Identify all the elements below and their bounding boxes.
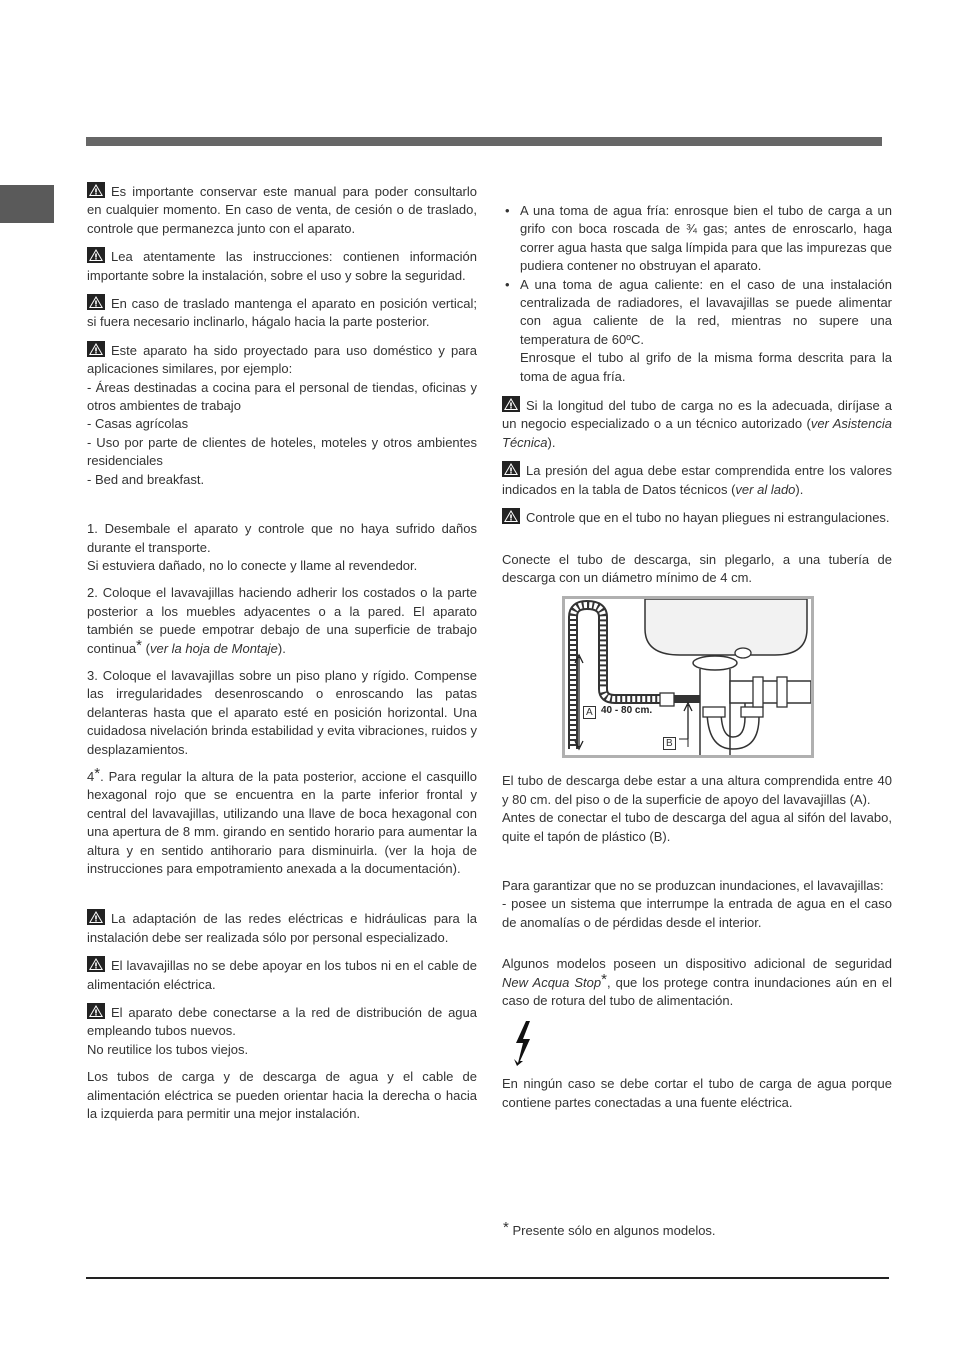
- link-technical-data[interactable]: ver al lado: [735, 481, 796, 497]
- use-item-farms: - Casas agrícolas: [87, 416, 189, 432]
- step-level: 3. Coloque el lavavajillas sobre un piso plano y rígido. Compense las irregularidades desenroscando o enroscando las patas delanteras hasta que el aparato esté en posición horizontal. Una cuidadosa nivelación brinda estabilidad y evita vibraciones, ruidos y desplazamientos.: [87, 667, 477, 757]
- language-tab: [0, 185, 54, 223]
- list-item-hot-water: • A una toma de agua caliente: en el caso de una instalación centralizada de radiadores, el lavavajillas se puede alimentar con agua caliente de la red, mientras no supere una temperatura de 60ºC. Enrosque el tubo al grifo de la misma forma descrita para la toma de agua fría.: [505, 276, 892, 384]
- step-position: 2. Coloque el lavavajillas haciendo adherir los costados o la parte posterior a los muebles adyacentes o a la pared. El aparato también se puede empotrar debajo de una superficie de trabajo continua* (ver la hoja de Montaje).: [87, 585, 477, 656]
- hose-cut-warning: En ningún caso se debe cortar el tubo de carga de agua porque contiene partes conectadas a una fuente eléctrica.: [502, 1076, 892, 1110]
- water-supply-list: [502, 202, 892, 386]
- warning-triangle-icon: [87, 182, 105, 198]
- footer-rule: [86, 1277, 889, 1279]
- step-rear-foot: 4*. Para regular la altura de la pata posterior, accione el casquillo hexagonal rojo que se encuentra en la parte inferior frontal y central del lavavajillas, utilizando una llave de boca hexagonal con una apertura de 8 mm. girando en sentido horario para aumentar la altura y en sentido antihorario para disminuirla. (ver la hoja de instrucciones para empotramiento anexada a la documentación).: [87, 764, 477, 876]
- warning-keep-manual: Es importante conservar este manual para poder consultarlo en cualquier momento. En caso de venta, de cesión o de traslado, controle que permanezca junto con el aparato.: [87, 184, 477, 236]
- drain-installation-diagram: [562, 596, 814, 758]
- figure-label-a: A: [583, 706, 596, 719]
- list-item-cold-water: • A una toma de agua fría: enrosque bien el tubo de carga a un grifo con boca roscada de ¾ gas; antes de enroscarlo, haga correr agua hasta que salga límpida para que las impurezas que pudiera contener no obstruyan el aparato.: [505, 203, 892, 274]
- drain-height: El tubo de descarga debe estar a una altura comprendida entre 40 y 80 cm. del piso o de la superficie de apoyo del lavavajillas (A). Antes de conectar el tubo de descarga del agua al sifón del lavabo, quite el tapón de plástico (B).: [502, 773, 892, 844]
- right-column: [502, 202, 892, 1121]
- warning-hose-length: Si la longitud del tubo de carga no es la adecuada, diríjase a un negocio especializado o a un técnico autorizado (ver Asistencia Técnica).: [502, 398, 892, 450]
- warning-transport: En caso de traslado mantenga el aparato en posición vertical; si fuera necesario inclinarlo, hágalo hacia la parte posterior.: [87, 296, 477, 330]
- warning-no-kinks: Controle que en el tubo no hayan pliegues ni estrangulaciones.: [502, 508, 892, 527]
- header-rule: [86, 137, 882, 146]
- warning-triangle-icon: [87, 294, 105, 310]
- warning-triangle-icon: [87, 909, 105, 925]
- figure-text-height: 40 - 80 cm.: [601, 705, 653, 717]
- figure-label-b: B: [663, 737, 676, 750]
- warning-triangle-icon: [87, 341, 105, 357]
- new-acqua-stop: Algunos modelos poseen un dispositivo adicional de seguridad New Acqua Stop*, que los protege contra inundaciones aún en el caso de rotura del tubo de alimentación.: [502, 956, 893, 1008]
- warning-specialist: La adaptación de las redes eléctricas e hidráulicas para la instalación debe ser realizada sólo por personal especializado.: [87, 911, 477, 945]
- warning-new-tubes: El aparato debe conectarse a la red de distribución de agua empleando tubos nuevos. No reutilice los tubos viejos.: [87, 1005, 477, 1057]
- use-item-offices: - Áreas destinadas a cocina para el personal de tiendas, oficinas y otros ambientes de trabajo: [87, 379, 477, 414]
- lightning-bolt-icon: [510, 1019, 536, 1067]
- step-unpack: 1. Desembale el aparato y controle que no haya sufrido daños durante el transporte. Si estuviera dañado, no lo conecte y llame al revendedor.: [87, 521, 477, 573]
- link-assembly-sheet[interactable]: ver la hoja de Montaje: [149, 640, 278, 656]
- warning-tubes-cable: El lavavajillas no se debe apoyar en los tubos ni en el cable de alimentación eléctrica.: [87, 958, 477, 992]
- footnote: * Presente sólo en algunos modelos.: [503, 1219, 716, 1238]
- left-column: [87, 182, 477, 1132]
- warning-triangle-icon: [87, 247, 105, 263]
- warning-triangle-icon: [502, 396, 520, 412]
- warning-triangle-icon: [87, 1003, 105, 1019]
- warning-triangle-icon: [87, 956, 105, 972]
- flood-protection: Para garantizar que no se produzcan inundaciones, el lavavajillas: - posee un sistema que interrumpe la entrada de agua en el caso de anomalías o de pérdidas desde el interior.: [502, 877, 892, 930]
- tubes-orientation: Los tubos de carga y de descarga de agua y el cable de alimentación eléctrica se pueden orientar hacia la derecha o hacia la izquierda para permitir una mejor instalación.: [87, 1069, 477, 1122]
- drain-intro: Conecte el tubo de descarga, sin plegarlo, a una tubería de descarga con un diámetro mínimo de 4 cm.: [502, 551, 892, 585]
- use-item-hotels: - Uso por parte de clientes de hoteles, moteles y otros ambientes residenciales: [87, 434, 477, 469]
- warning-read-instructions: Lea atentamente las instrucciones: contienen información importante sobre la instalación, sobre el uso y sobre la seguridad.: [87, 249, 477, 283]
- link-technical-assistance[interactable]: ver Asistencia Técnica: [502, 416, 892, 450]
- warning-triangle-icon: [502, 461, 520, 477]
- warning-triangle-icon: [502, 508, 520, 524]
- warning-domestic-use: Este aparato ha sido proyectado para uso doméstico y para aplicaciones similares, por ejemplo: - Áreas destinadas a cocina para el personal de tiendas, oficinas y otros ambientes de trabajo - Casas agrícolas - Uso por parte de clientes de hoteles, moteles y otros ambientes residenciales - Bed and breakfast.: [87, 342, 477, 487]
- use-item-bnb: - Bed and breakfast.: [87, 471, 205, 487]
- warning-water-pressure: La presión del agua debe estar comprendida entre los valores indicados en la tabla de Datos técnicos (ver al lado).: [502, 463, 892, 497]
